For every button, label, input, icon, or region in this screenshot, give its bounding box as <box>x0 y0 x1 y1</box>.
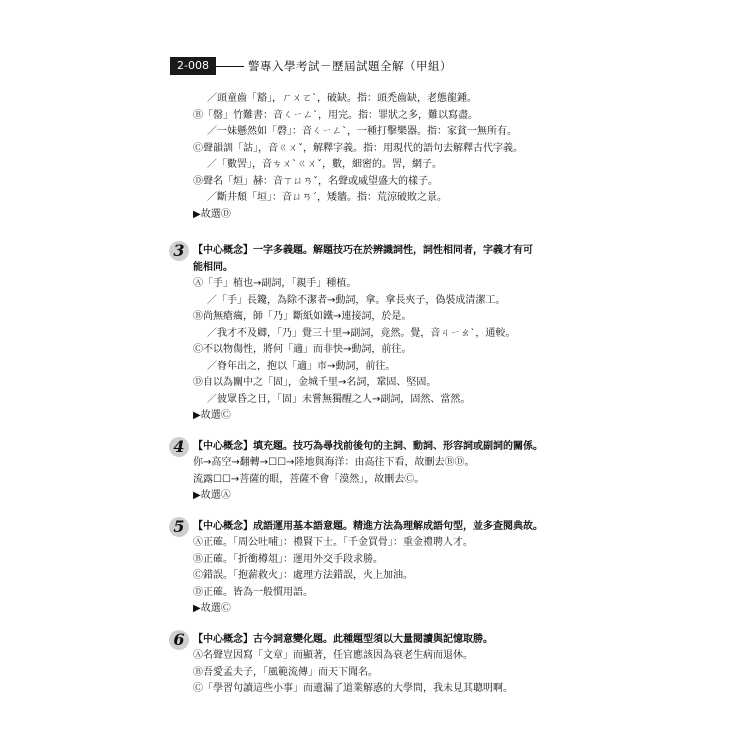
explanation-line: ／脊年出之，抱以「適」市→動詞，前往。 <box>207 360 396 372</box>
explanation-line: Ⓓ聲名「烜」赫：音ㄒㄩㄢˇ，名聲或威望盛大的樣子。 <box>193 175 438 187</box>
explanation-line: Ⓑ吾愛孟夫子，「風範流傳」而天下聞名。 <box>193 666 378 678</box>
central-concept: 【中心概念】成語運用基本語意題。精進方法為理解成語句型，並多查閱典故。 <box>193 520 543 532</box>
header-rule <box>216 66 244 67</box>
answer-section <box>173 241 593 425</box>
explanation-line: ／我才不及卿，「乃」覺三十里→副詞，竟然。覺，音ㄐㄧㄠˋ，通較。 <box>207 327 516 339</box>
explanation-line: ／彼眾昏之日，「固」未嘗無獨醒之人→副詞，固然、當然。 <box>207 393 471 405</box>
answer-choice-line: ▶故選Ⓒ <box>193 410 231 421</box>
answer-choice-line: ▶故選Ⓐ <box>193 490 231 501</box>
explanation-line: Ⓑ尚無瘡癘，師「乃」斷紙如鐵→連接詞，於是。 <box>193 311 412 322</box>
answer-section <box>173 436 593 505</box>
answer-section <box>173 516 593 618</box>
explanation-line: 你→高空→翻轉→☐☐→陸地與海洋：由高往下看，故刪去ⒷⒹ。 <box>193 457 475 468</box>
explanation-line: Ⓓ自以為關中之「固」，金城千里→名詞，鞏固、堅固。 <box>193 377 437 388</box>
explanation-line: Ⓐ正確。「周公吐哺」：禮賢下士。「千金買骨」：重金禮聘人才。 <box>193 537 473 548</box>
explanation-line: Ⓒ聲韻訓「詁」，音ㄍㄨˇ，解釋字義。指：用現代的語句去解釋古代字義。 <box>193 142 523 154</box>
explanation-line: ／一妹懸然如「磬」：音ㄑㄧㄥˋ，一種打擊樂器。指：家貧一無所有。 <box>207 126 517 137</box>
page-header <box>170 57 590 79</box>
explanation-line: Ⓑ正確。「折衝樽俎」：運用外交手段求勝。 <box>193 553 383 565</box>
explanation-line: Ⓐ名聲豈因寫「文章」而顯著，任官應該因為衰老生病而退休。 <box>193 650 473 661</box>
book-title: 警專入學考試－歷屆試題全解（甲組） <box>248 59 452 73</box>
question-number-badge: 6 <box>169 630 189 650</box>
page-number: 2-008 <box>170 57 216 75</box>
explanation-line: ／「手」長鑱，為除不潔者→動詞，拿。拿長夾子，偽裝成清潔工。 <box>207 294 506 306</box>
explanation-line: ／斷井頹「垣」：音ㄩㄢˊ，矮牆。指：荒涼破敗之景。 <box>207 192 447 203</box>
explanation-line: ／頭童齒「豁」，ㄏㄨㄛˋ，破缺。指：頭禿齒缺，老態龍鍾。 <box>207 93 477 104</box>
answer-content <box>173 91 593 698</box>
explanation-line: Ⓐ「手」植也→副詞，「親手」種植。 <box>193 278 357 289</box>
question-number-badge: 4 <box>169 437 189 457</box>
explanation-line: 流露☐☐→菩薩的眼，菩薩不會「漠然」，故刪去Ⓒ。 <box>193 473 425 485</box>
previous-answer-continuation <box>193 91 593 223</box>
explanation-line: Ⓓ正確。皆為一般慣用語。 <box>193 586 313 598</box>
explanation-line: Ⓒ「學習句讀這些小事」而遺漏了道業解惑的大學問，我未見其聰明啊。 <box>193 683 513 694</box>
question-number-badge: 5 <box>169 517 189 537</box>
answer-section <box>173 629 593 698</box>
answer-sections <box>173 241 593 698</box>
answer-choice-line: ▶故選Ⓒ <box>193 603 231 614</box>
explanation-line: Ⓒ不以物傷性，將何「適」而非快→動詞，前往。 <box>193 344 412 355</box>
explanation-line: Ⓑ「罄」竹難書：音ㄑㄧㄥˋ，用完。指：罪狀之多，難以寫盡。 <box>193 109 478 121</box>
explanation-line: Ⓒ錯誤。「抱薪救火」：處理方法錯誤，火上加油。 <box>193 570 413 581</box>
question-number-badge: 3 <box>169 241 189 261</box>
central-concept: 【中心概念】古今詞意變化題。此種題型須以大量閱讀與記憶取勝。 <box>193 633 493 645</box>
explanation-line: ／「數罟」，音ㄘㄨˋㄍㄨˇ，數，細密的。罟，網子。 <box>207 159 442 170</box>
central-concept: 【中心概念】填充題。技巧為尋找前後句的主詞、動詞、形容詞或副詞的關係。 <box>193 440 543 452</box>
answer-choice-line: ▶故選Ⓓ <box>193 208 231 220</box>
central-concept: 【中心概念】一字多義題。解題技巧在於辨識詞性，詞性相同者，字義才有可 <box>193 245 533 256</box>
central-concept: 能相同。 <box>193 261 233 273</box>
